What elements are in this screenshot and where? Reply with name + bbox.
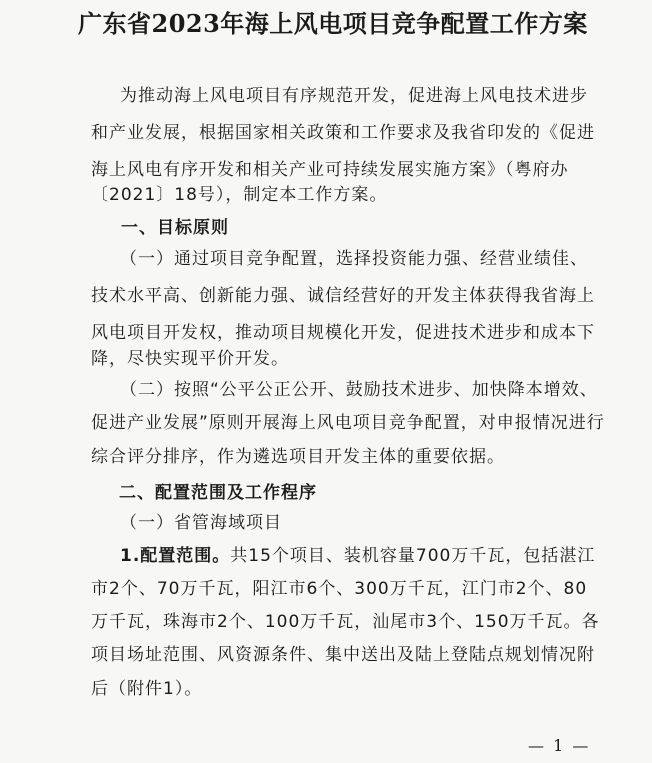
page-number: — 1 —	[528, 736, 591, 755]
document-title: 广东省2023年海上风电项目竞争配置工作方案	[78, 9, 588, 38]
goal-item-2-line-2: 促进产业发展”原则开展海上风电项目竞争配置，对申报情况进行	[91, 413, 605, 433]
goal-item-1-line-1: （一）通过项目竞争配置，选择投资能力强、经营业绩佳、	[120, 249, 588, 269]
goal-item-2-line-1: （二）按照“公平公正公开、鼓励技术进步、加快降本增效、	[120, 380, 598, 400]
scope-item-line-4: 项目场址范围、风资源条件、集中送出及陆上登陆点规划情况附	[91, 645, 595, 665]
section-heading-2: 二、配置范围及工作程序	[119, 483, 317, 503]
scope-text: 共15个项目、装机容量700万千瓦，包括湛江	[230, 546, 596, 566]
scope-item-line-5: 后（附件1）。	[91, 679, 203, 699]
section-heading-1: 一、目标原则	[121, 218, 229, 238]
scope-item-line-2: 市2个、70万千瓦，阳江市6个、300万千瓦，江门市2个、80	[91, 579, 588, 599]
scope-item-line-3: 万千瓦，珠海市2个、100万千瓦，汕尾市3个、150万千瓦。各	[91, 612, 600, 632]
scope-item-line-1	[120, 545, 595, 567]
section-subheading: （一）省管海域项目	[120, 513, 282, 533]
goal-item-1-line-3: 风电项目开发权，推动项目规模化开发，促进技术进步和成本下	[91, 323, 595, 343]
intro-line-2: 和产业发展，根据国家相关政策和工作要求及我省印发的《促进	[91, 123, 595, 143]
intro-line-4: 〔2021〕18号），制定本工作方案。	[91, 185, 388, 205]
goal-item-1-line-2: 技术水平高、创新能力强、诚信经营好的开发主体获得我省海上	[91, 286, 595, 306]
scope-label: 1.配置范围。	[120, 546, 231, 566]
intro-line-3: 海上风电有序开发和相关产业可持续发展实施方案》（粤府办	[91, 160, 569, 180]
goal-item-2-line-3: 综合评分排序，作为遴选项目开发主体的重要依据。	[91, 447, 505, 467]
intro-line-1: 为推动海上风电项目有序规范开发，促进海上风电技术进步	[120, 86, 588, 106]
goal-item-1-line-4: 降，尽快实现平价开发。	[91, 349, 289, 369]
